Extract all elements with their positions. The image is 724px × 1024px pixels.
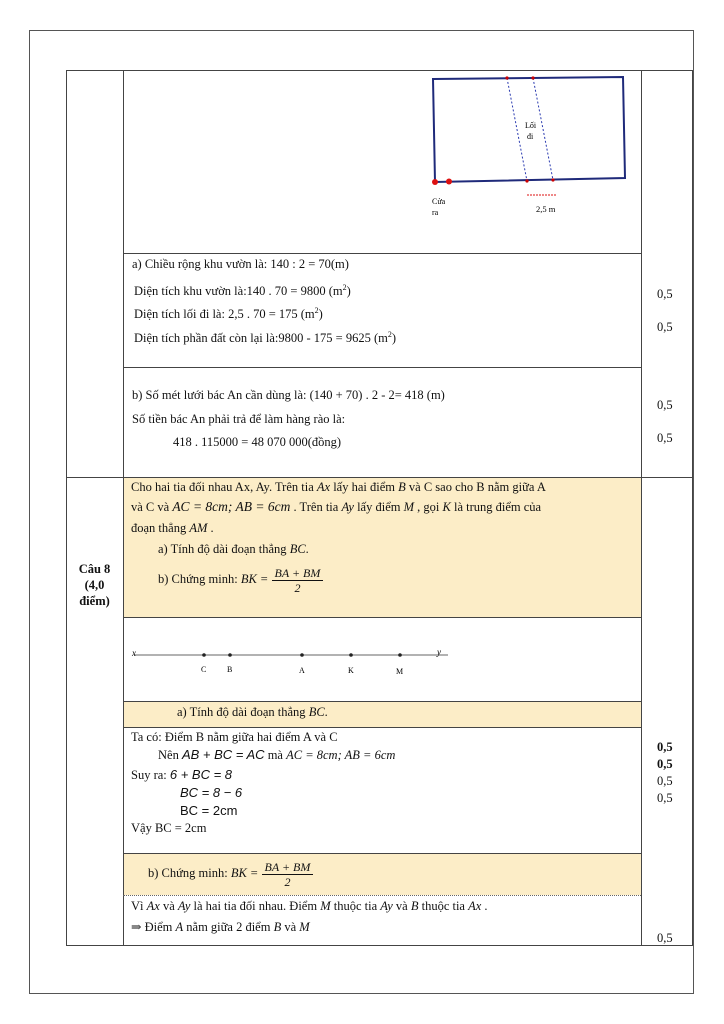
ray-label-y: y [437, 648, 441, 657]
sol-a-line-1: Ta có: Điểm B nằm giữa hai điểm A và C [131, 730, 338, 744]
point [228, 653, 232, 657]
fence-line-2: Số tiền bác An phải trả để làm hàng rào là: [132, 412, 346, 426]
point-label-c: C [201, 665, 207, 674]
row-divider-dotted [123, 895, 641, 896]
sol-a-line-2: Nên AB + BC = AC mà AC = 8cm; AB = 6cm [158, 747, 396, 762]
point [349, 653, 353, 657]
sol-a-line-5: BC = 2cm [180, 803, 238, 818]
sol-b-line-1: Vì Ax và Ay là hai tia đối nhau. Điểm M thuộc tia Ay và B thuộc tia Ax . [131, 899, 488, 913]
score: 0,5 [657, 287, 673, 301]
fraction: $\frac{BA + BM}{2}$ [272, 566, 324, 595]
question8-part-a: a) Tính độ dài đoạn thẳng BC. [158, 542, 309, 556]
path-label: Lối [525, 121, 537, 130]
sol-a-line-3: Suy ra: 6 + BC = 8 [131, 767, 233, 782]
area-line-1: a) Chiều rộng khu vườn là: 140 : 2 = 70(m) [132, 257, 349, 271]
path-edge [507, 78, 527, 181]
door-point [432, 179, 438, 185]
table-border-left [66, 70, 67, 946]
row-divider [123, 367, 641, 368]
table-divider-label [123, 70, 124, 946]
width-label: 2,5 m [536, 204, 556, 214]
table-border-right [692, 70, 693, 946]
score: 0,5 [657, 931, 673, 945]
score: 0,5 [657, 740, 673, 754]
fraction: $\frac{BA + BM}{2}$ [262, 860, 314, 889]
row-divider [123, 727, 641, 728]
door-label: Cửa [432, 197, 446, 206]
sol-a-line-6: Vậy BC = 2cm [131, 821, 207, 835]
sol-b-heading: b) Chứng minh: BK = $\frac{BA + BM}{2}$ [148, 856, 313, 890]
point-label-k: K [348, 666, 354, 675]
row-divider [123, 617, 641, 618]
question8-part-b: b) Chứng minh: BK = $\frac{BA + BM}{2}$ [158, 562, 323, 596]
sol-a-line-4: BC = 8 − 6 [180, 785, 243, 800]
area-line-3: Diện tích lối đi là: 2,5 . 70 = 175 $(m^2)$ [134, 306, 323, 322]
row-divider [123, 853, 641, 854]
section-divider [66, 477, 693, 478]
number-line [128, 648, 458, 680]
score: 0,5 [657, 398, 673, 412]
area-line-2: Diện tích khu vườn là:140 . 70 = 9800 $(m^2)$ [134, 283, 351, 299]
score: 0,5 [657, 774, 673, 788]
table-divider-score [641, 70, 642, 946]
sol-b-line-2: ⇒ Điểm A nằm giữa 2 điểm B và M [131, 920, 310, 934]
ray-label-x: x [132, 648, 136, 658]
garden-figure [421, 70, 641, 230]
point-label-a: A [299, 666, 305, 675]
door-point [446, 179, 452, 185]
point [398, 653, 402, 657]
point [202, 653, 206, 657]
question8-points: (4,0 [84, 578, 105, 592]
point-label-b: B [227, 665, 233, 674]
sol-a-heading: a) Tính độ dài đoạn thẳng BC. [177, 705, 328, 719]
score: 0,5 [657, 431, 673, 445]
question8-points-unit: điểm) [79, 594, 110, 608]
table-bottom-line [66, 945, 693, 946]
area-line-4: Diện tích phần đất còn lại là:9800 - 175 = 9625 $(m^2)$ [134, 330, 397, 346]
question8-line-3: đoạn thẳng AM . [131, 521, 214, 535]
row-divider [123, 701, 641, 702]
point-label-m: M [396, 667, 404, 676]
door-label: ra [432, 208, 439, 217]
answer-table [66, 70, 693, 946]
score: 0,5 [657, 757, 673, 771]
path-label: đi [527, 132, 534, 141]
fence-line-1: b) Số mét lưới bác An cần dùng là: (140 + 70) . 2 - 2= 418 (m) [132, 388, 445, 402]
question8-line-1: Cho hai tia đối nhau Ax, Ay. Trên tia Ax lấy hai điểm B và C sao cho B nằm giữa A [131, 480, 546, 494]
question8-line-2: và C và AC = 8cm; AB = 6cm . Trên tia Ay lấy điểm M , gọi K là trung điểm của [131, 499, 542, 514]
point [300, 653, 304, 657]
score: 0,5 [657, 791, 673, 805]
row-divider [123, 253, 641, 254]
score: 0,5 [657, 320, 673, 334]
fence-line-3: 418 . 115000 = 48 070 000(đồng) [173, 435, 342, 449]
question8-label: Câu 8 [78, 562, 111, 576]
